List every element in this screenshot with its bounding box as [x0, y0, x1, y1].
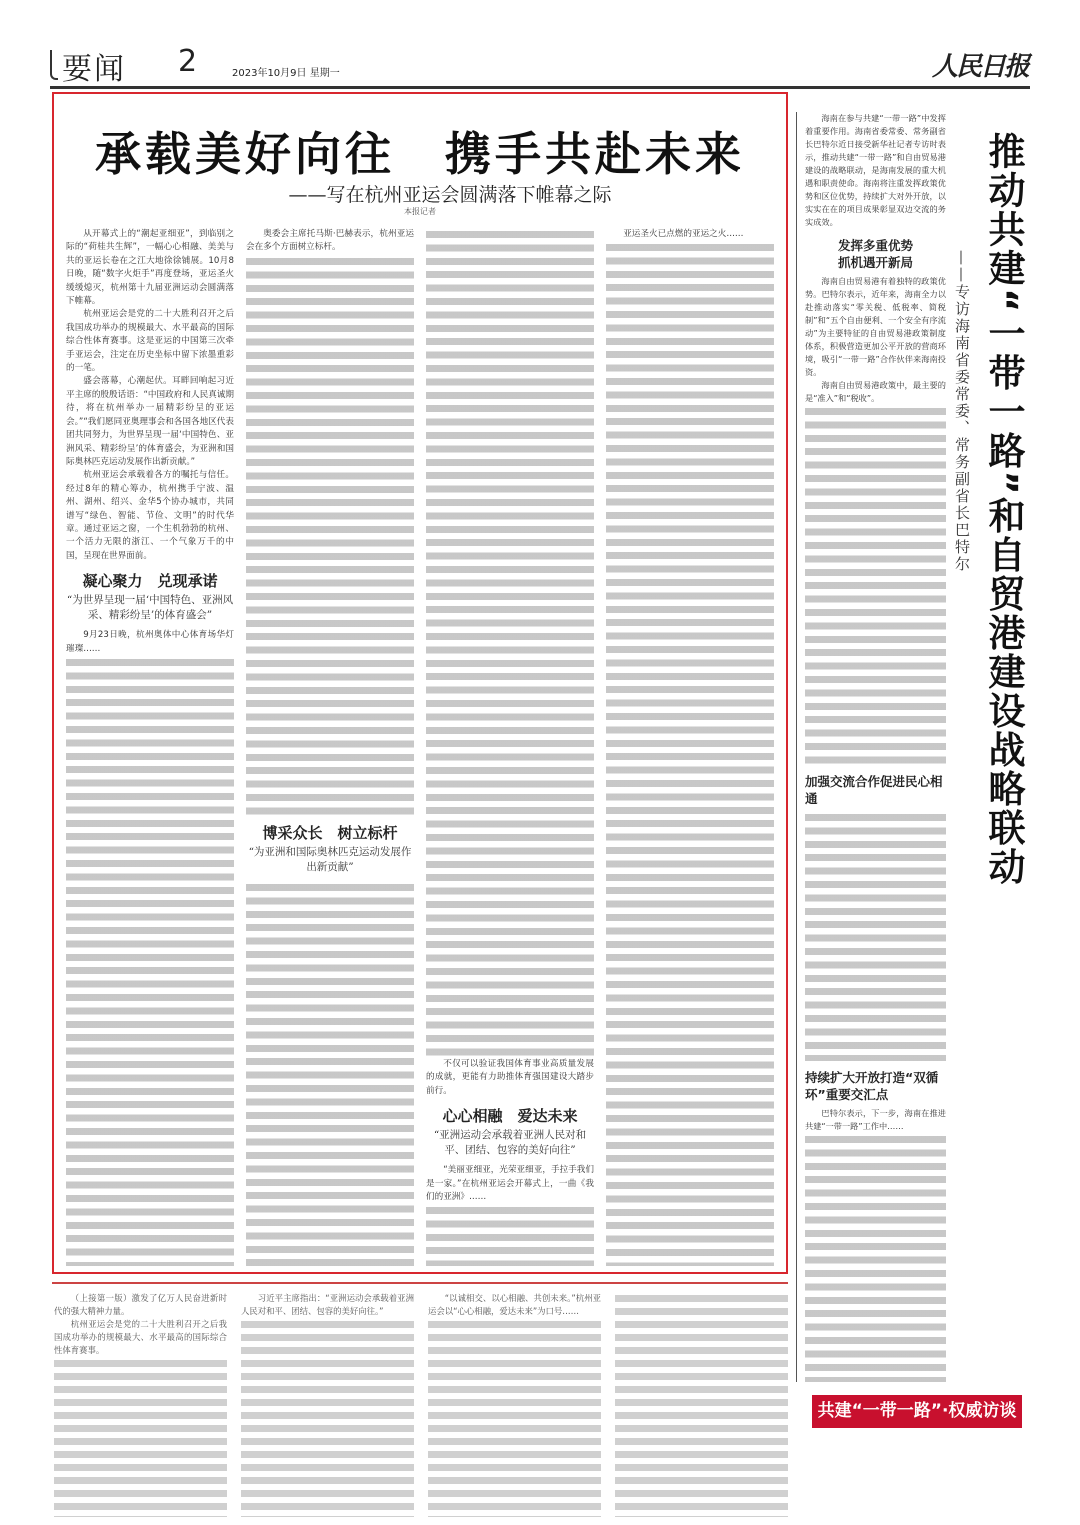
- article-title: 承载美好向往 携手共赴未来: [95, 127, 745, 181]
- text-texture: [606, 241, 774, 1266]
- side-intro: 海南在参与共建“一带一路”中发挥着重要作用。海南省委常委、常务副省长巴特尔近日接受新华社记者专访时表示，推动共建“一带一路”和自由贸易港建设的战略联动，是海南发展的重大机遇和职责使命。海南将注重发挥政策优势和区位优势，持续扩大对外开放，以实实在在的项目成果彰显双边交流的务实成效。: [805, 113, 946, 227]
- paragraph: 不仅可以验证我国体育事业高质量发展的成就，更能有力助推体育强国建设大踏步前行。: [426, 1059, 594, 1096]
- continuation-column-1: [54, 1292, 227, 1517]
- paragraph: 奥委会主席托马斯·巴赫表示，杭州亚运会在多个方面树立标杆。: [246, 229, 414, 253]
- issue-date: 2023年10月9日 星期一: [232, 68, 340, 79]
- text-texture: [241, 1318, 414, 1517]
- paragraph: 海南自由贸易港有着独特的政策优势。巴特尔表示，近年来，海南全力以赴推动落实“零关税、低税率、简税制”和“五个自由便利、一个安全有序流动”为主要特征的自由贸易港政策制度体系，积极营造更加公平开放的营商环境，吸引“一带一路”合作伙伴来海南投资。: [805, 276, 946, 377]
- article-body: [66, 228, 774, 1266]
- lead-article: [52, 92, 788, 1274]
- side-subheading: 加强交流合作促进民心相通: [805, 774, 943, 806]
- text-texture: [246, 255, 414, 815]
- paragraph: “美丽亚细亚，光荣亚细亚，手拉手我们是一家。”在杭州亚运会开幕式上，一曲《我们的亚洲》……: [426, 1165, 594, 1203]
- continuation-column-2: [241, 1292, 414, 1517]
- paragraph: 习近平主席指出：“亚洲运动会承载着亚洲人民对和平、团结、包容的美好向往。”: [241, 1293, 414, 1316]
- text-texture: [426, 228, 594, 1058]
- text-texture: [426, 1204, 594, 1266]
- text-texture: [805, 405, 946, 765]
- subheading-quote: “为亚洲和国际奥林匹克运动发展作出新贡献”: [248, 845, 412, 873]
- article-column-4: [606, 228, 774, 1266]
- continuation-section: [54, 1292, 788, 1517]
- paper-logo: 人民日报: [931, 52, 1028, 82]
- paragraph: 亚运圣火已点燃的亚运之火……: [623, 229, 744, 239]
- text-texture: [805, 1133, 946, 1382]
- text-texture: [805, 811, 946, 1061]
- side-subheading: 发挥多重优势 抓机遇开新局: [837, 238, 913, 270]
- text-texture: [428, 1318, 601, 1517]
- text-texture: [54, 1357, 227, 1517]
- continuation-column-4: [615, 1292, 788, 1517]
- paragraph: 从开幕式上的“潮起亚细亚”，到临别之际的“荷桂共生辉”，一幅心心相融、美美与共的亚运长卷在之江大地徐徐铺展。10月8日晚，随“数字火炬手”再度登场，亚运圣火缓缓熄灭，杭州第十九届亚洲运动会圆满落下帷幕。: [66, 229, 234, 307]
- paragraph: 杭州亚运会承载着各方的嘱托与信任。经过8年的精心筹办，杭州携手宁波、温州、湖州、绍兴、金华5个协办城市，共同谱写“绿色、智能、节俭、文明”的时代华章。通过亚运之窗，一个生机勃勃的杭州、一个活力无限的浙江、一个气象万千的中国，呈现在世界面前。: [66, 470, 234, 561]
- paragraph: “以诚相交、以心相融、共创未来。”杭州亚运会以“心心相融，爱达未来”为口号……: [428, 1293, 601, 1316]
- paragraph: 盛会落幕，心潮起伏。耳畔回响起习近平主席的殷殷话语：“中国政府和人民真诚期待，将在杭州举办一届精彩纷呈的亚运会。”“我们愿同亚奥理事会和各国各地区代表团共同努力，为世界呈现一届‘中国特色、亚洲风采、精彩纷呈’的体育盛会，为亚洲和国际奥林匹克运动发展作出新贡献。”: [66, 376, 234, 467]
- series-badge: 共建“一带一路”·权威访谈: [812, 1395, 1022, 1428]
- text-texture: [615, 1292, 788, 1517]
- paragraph: （上接第一版）激发了亿万人民奋进新时代的强大精神力量。: [54, 1293, 227, 1316]
- side-article-subtitle: ——专访海南省委常委、常务副省长巴特尔: [953, 250, 971, 573]
- divider: [52, 1282, 788, 1284]
- text-texture: [246, 881, 414, 1266]
- article-column-1: [66, 228, 234, 1266]
- masthead: [50, 30, 1030, 89]
- subheading-quote: “为世界呈现一届‘中国特色、亚洲风采、精彩纷呈’的体育盛会”: [66, 594, 234, 622]
- side-subheading: 持续扩大开放打造“双循环”重要交汇点: [805, 1070, 939, 1102]
- page-number: 2: [178, 44, 198, 79]
- side-article-title: 推动共建“一带一路”和自贸港建设战略联动: [982, 132, 1025, 887]
- text-texture: [66, 656, 234, 1266]
- article-column-2: [246, 228, 414, 1266]
- paragraph: 杭州亚运会是党的二十大胜利召开之后我国成功举办的规模最大、水平最高的国际综合性体育赛事。这是亚运的中国第三次牵手亚运会，注定在历史坐标中留下浓墨重彩的一笔。: [66, 309, 234, 374]
- subheading: 凝心聚力 兑现承诺: [82, 572, 218, 591]
- article-subtitle: ——写在杭州亚运会圆满落下帷幕之际: [288, 184, 612, 206]
- subheading: 心心相融 爱达未来: [442, 1107, 578, 1126]
- masthead-bracket: [50, 50, 58, 80]
- subheading: 博采众长 树立标杆: [262, 823, 398, 842]
- article-byline: 本报记者: [404, 207, 436, 216]
- paragraph: 巴特尔表示，下一步，海南在推进共建“一带一路”工作中……: [805, 1108, 946, 1131]
- paragraph: 海南自由贸易港政策中，最主要的是“准入”和“税收”。: [805, 380, 946, 403]
- paragraph: 9月23日晚，杭州奥体中心体育场华灯璀璨……: [66, 630, 234, 654]
- article-column-3: [426, 228, 594, 1266]
- continuation-column-3: [428, 1292, 601, 1517]
- paragraph: 杭州亚运会是党的二十大胜利召开之后我国成功举办的规模最大、水平最高的国际综合性体育赛事。: [54, 1319, 227, 1355]
- subheading-quote: “亚洲运动会承载着亚洲人民对和平、团结、包容的美好向往”: [433, 1129, 587, 1157]
- side-article: [796, 112, 946, 1382]
- section-name: 要闻: [62, 52, 126, 87]
